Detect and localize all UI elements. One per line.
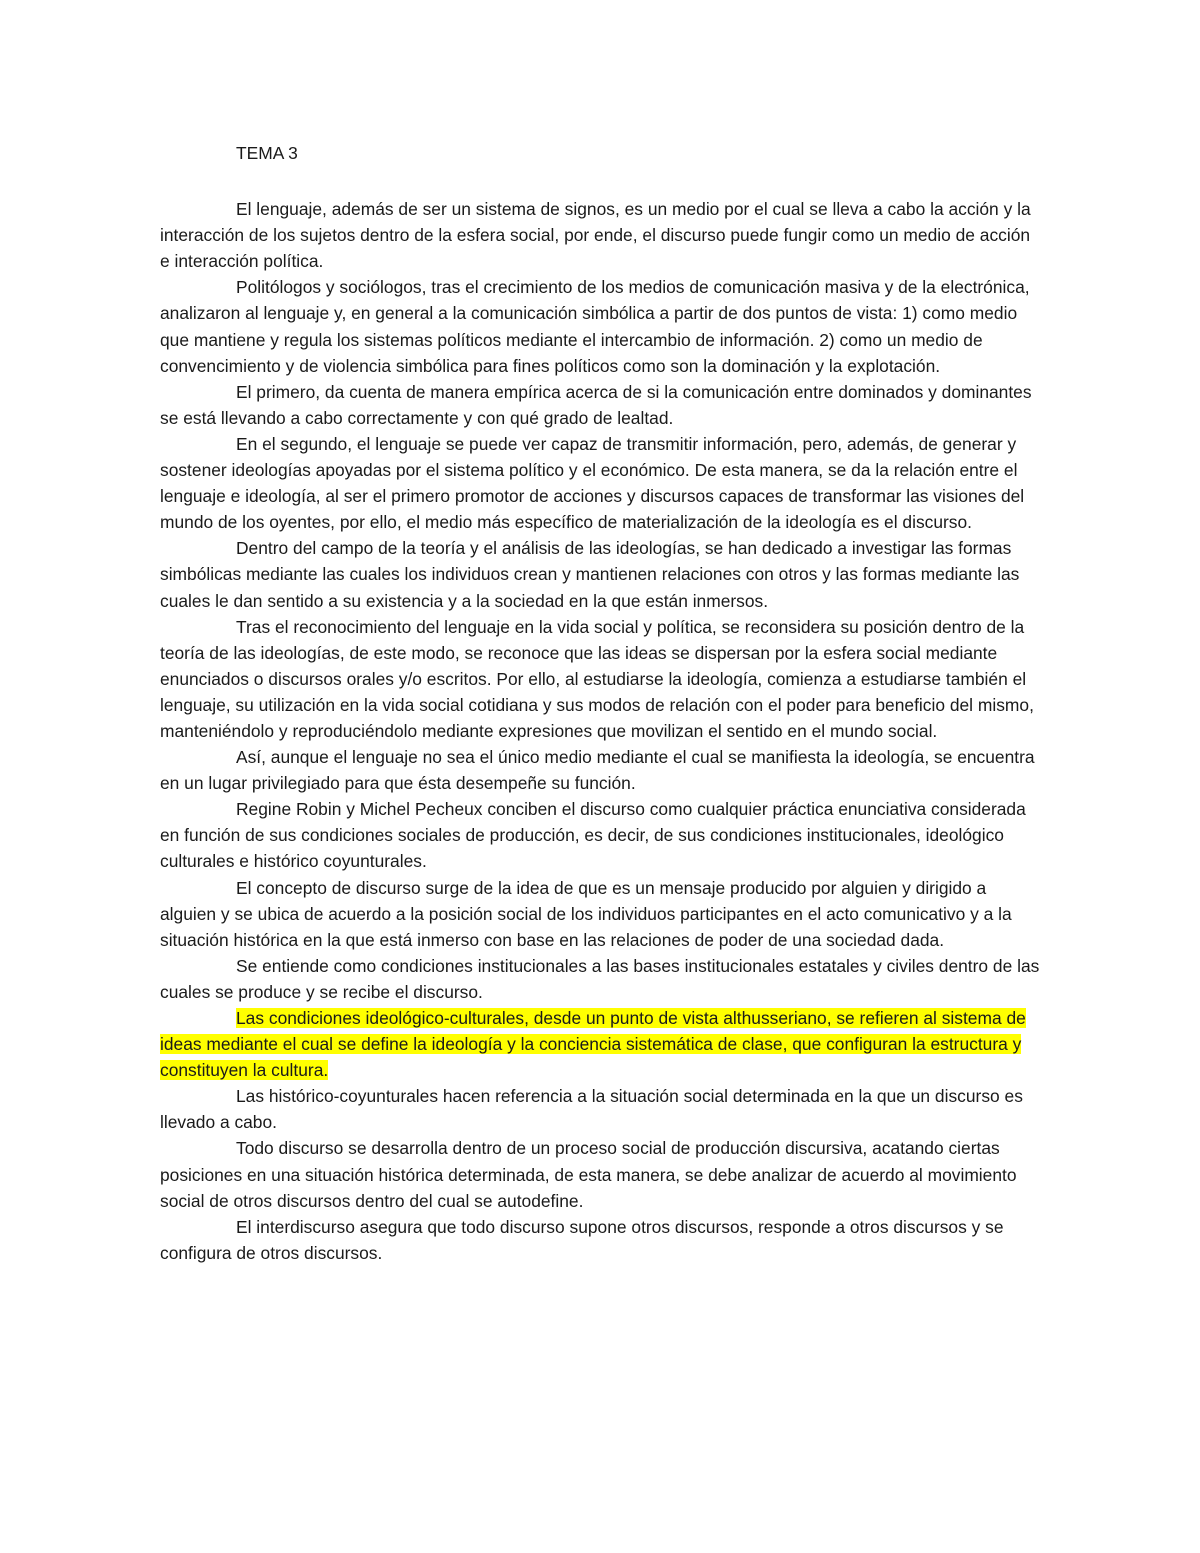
document-body — [160, 140, 1040, 1266]
highlighted-paragraph — [160, 1005, 1040, 1083]
paragraph: Se entiende como condiciones institucionales a las bases institucionales estatales y civiles dentro de las cuales se produce y se recibe el discurso. — [160, 955, 1040, 1002]
paragraph: Politólogos y sociólogos, tras el crecimiento de los medios de comunicación masiva y de la electrónica, analizaron al lenguaje y, en general a la comunicación simbólica a partir de dos puntos de vista: 1) como medio que mantiene y regula los sistemas políticos mediante el intercambio de información. 2) como un medio de convencimiento y de violencia simbólica para fines políticos como son la dominación y la explotación. — [160, 277, 1030, 376]
paragraph: Todo discurso se desarrolla dentro de un proceso social de producción discursiva, acatando ciertas posiciones en una situación histórica determinada, de esta manera, se debe analizar de acuerdo al movimiento social de otros discursos dentro del cual se autodefine. — [160, 1138, 1017, 1211]
paragraph: El primero, da cuenta de manera empírica acerca de si la comunicación entre dominados y dominantes se está llevando a cabo correctamente y con qué grado de lealtad. — [160, 381, 1032, 428]
highlighted-text: Las condiciones ideológico-culturales, desde un punto de vista althusseriano, se refieren al sistema de ideas mediante el cual se define la ideología y la conciencia sistemática de clase, que configuran la estructura y constituyen la cultura. — [160, 1008, 1026, 1081]
paragraph: Así, aunque el lenguaje no sea el único medio mediante el cual se manifiesta la ideología, se encuentra en un lugar privilegiado para que ésta desempeñe su función. — [160, 747, 1035, 794]
document-title: TEMA 3 — [236, 143, 298, 163]
paragraph: En el segundo, el lenguaje se puede ver capaz de transmitir información, pero, además, de generar y sostener ideologías apoyadas por el sistema político y el económico. De esta manera, se da la relación entre el lenguaje e ideología, al ser el primero promotor de acciones y discursos capaces de transformar las visiones del mundo de los oyentes, por ello, el medio más específico de materialización de la ideología es el discurso. — [160, 433, 1025, 533]
paragraph: Regine Robin y Michel Pecheux conciben el discurso como cualquier práctica enunciativa considerada en función de sus condiciones sociales de producción, es decir, de sus condiciones institucionales, ideológico culturales e histórico coyunturales. — [160, 799, 1026, 872]
paragraph: Dentro del campo de la teoría y el análisis de las ideologías, se han dedicado a investigar las formas simbólicas mediante las cuales los individuos crean y mantienen relaciones con otros y las formas mediante las cuales le dan sentido a su existencia y a la sociedad en la que están inmersos. — [160, 538, 1020, 611]
paragraph: El lenguaje, además de ser un sistema de signos, es un medio por el cual se lleva a cabo la acción y la interacción de los sujetos dentro de la esfera social, por ende, el discurso puede fungir como un medio de acción e interacción política. — [160, 199, 1031, 272]
paragraph: Tras el reconocimiento del lenguaje en la vida social y política, se reconsidera su posición dentro de la teoría de las ideologías, de este modo, se reconoce que las ideas se dispersan por la esfera social mediante enunciados o discursos orales y/o escritos. Por ello, al estudiarse la ideología, comienza a estudiarse también el lenguaje, su utilización en la vida social cotidiana y sus modos de relación con el poder para beneficio del mismo, manteniéndolo y reproduciéndolo mediante expresiones que movilizan el sentido en el mundo social. — [160, 616, 1034, 741]
paragraph: El concepto de discurso surge de la idea de que es un mensaje producido por alguien y dirigido a alguien y se ubica de acuerdo a la posición social de los individuos participantes en el acto comunicativo y a la situación histórica en la que está inmerso con base en las relaciones de poder de una sociedad dada. — [160, 877, 1012, 950]
paragraph: Las histórico-coyunturales hacen referencia a la situación social determinada en la que un discurso es llevado a cabo. — [160, 1086, 1023, 1133]
paragraph: El interdiscurso asegura que todo discurso supone otros discursos, responde a otros discursos y se configura de otros discursos. — [160, 1216, 1004, 1263]
